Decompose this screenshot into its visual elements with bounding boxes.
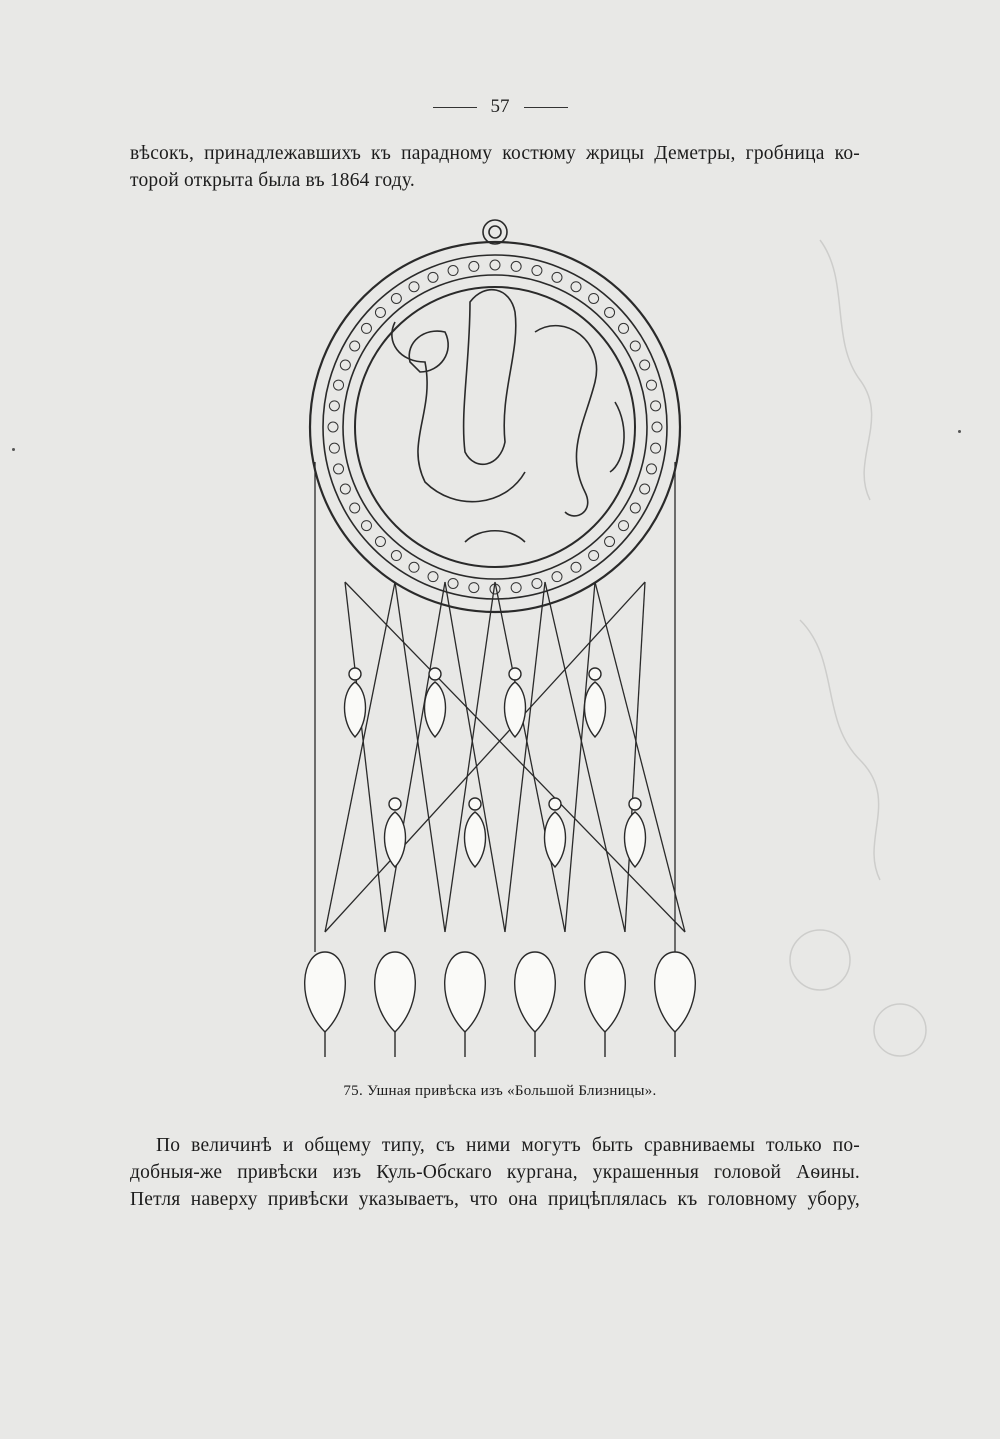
suspension-loop-inner — [489, 226, 501, 238]
ring-ornament — [329, 443, 339, 453]
ring-ornament — [552, 272, 562, 282]
chain-strand — [445, 582, 505, 932]
ring-ornament — [409, 562, 419, 572]
bottom-pendant — [445, 952, 486, 1032]
paragraph-top — [130, 140, 860, 194]
paper-speck — [12, 448, 15, 451]
ring-ornament — [589, 551, 599, 561]
ring-ornament — [334, 380, 344, 390]
ring-ornament — [619, 521, 629, 531]
ring-ornament — [619, 323, 629, 333]
ring-ornament — [571, 282, 581, 292]
rosette — [629, 798, 641, 810]
chain-strand — [325, 582, 645, 932]
ring-ornament — [630, 503, 640, 513]
ring-ornament — [640, 484, 650, 494]
bottom-pendant — [375, 952, 416, 1032]
ring-ornament — [448, 266, 458, 276]
chain-strand — [385, 582, 445, 932]
paragraph-bottom — [130, 1132, 860, 1213]
ring-ornament — [350, 341, 360, 351]
ring-ornament — [511, 261, 521, 271]
ring-ornament — [640, 360, 650, 370]
header-rule-right — [524, 107, 568, 108]
rosette — [349, 668, 361, 680]
medallion-ring-2 — [323, 255, 667, 599]
ring-ornament — [375, 537, 385, 547]
nereid-figure — [464, 290, 516, 465]
ring-ornament — [646, 464, 656, 474]
ring-ornament — [340, 484, 350, 494]
medallion-outer-ring — [310, 242, 680, 612]
ring-ornament — [361, 323, 371, 333]
amphora-pendant — [385, 812, 406, 867]
ring-ornament — [630, 341, 640, 351]
figure-caption: 75. Ушная привѣска изъ «Большой Близницы». — [343, 1083, 657, 1099]
rosette — [389, 798, 401, 810]
paragraph-line: По величинѣ и общему типу, съ ними могутъ быть сравниваемы только по- — [156, 1135, 860, 1156]
ring-ornament — [340, 360, 350, 370]
chain-strand — [625, 582, 645, 932]
chain-strand — [325, 582, 395, 932]
chain-strand — [445, 582, 495, 932]
bottom-pendant — [585, 952, 626, 1032]
hippocamp — [535, 326, 597, 516]
amphora — [409, 331, 448, 372]
ring-ornament — [605, 537, 615, 547]
ring-ornament — [375, 307, 385, 317]
ring-ornament — [646, 380, 656, 390]
ring-ornament — [391, 551, 401, 561]
medallion-inner-ring — [355, 287, 635, 567]
ring-ornament — [391, 293, 401, 303]
ring-ornament — [361, 521, 371, 531]
ring-ornament — [448, 578, 458, 588]
amphora-pendant — [425, 682, 446, 737]
chain-strand — [505, 582, 545, 932]
amphora-pendant — [505, 682, 526, 737]
pendant-drawing — [285, 212, 705, 1072]
chain-strand — [345, 582, 685, 932]
paper-speck — [958, 430, 961, 433]
medallion-ring-3 — [343, 275, 647, 579]
amphora-pendant — [625, 812, 646, 867]
ring-ornament — [490, 260, 500, 270]
ring-ornament — [511, 583, 521, 593]
amphora-pendant — [465, 812, 486, 867]
paragraph-line: торой открыта была въ 1864 году. — [130, 170, 415, 191]
amphora-pendant — [585, 682, 606, 737]
paragraph-line: добныя-же привѣски изъ Куль-Обскаго кургана, украшенныя головой Аѳины. — [130, 1162, 860, 1183]
paragraph-line: Петля наверху привѣски указываетъ, что она прицѣплялась къ головному убору, — [130, 1189, 860, 1210]
bottom-pendant — [515, 952, 556, 1032]
ring-ornament — [350, 503, 360, 513]
header-rule-left — [433, 107, 477, 108]
bottom-pendant — [655, 952, 696, 1032]
chain-strand — [545, 582, 625, 932]
chain-strand — [495, 582, 565, 932]
ring-ornament — [552, 572, 562, 582]
ring-ornament — [469, 583, 479, 593]
bottom-pendant — [305, 952, 346, 1032]
ring-ornament — [428, 272, 438, 282]
dolphin-bottom — [465, 531, 525, 542]
page-header — [0, 96, 1000, 118]
chain-strand — [395, 582, 445, 932]
ring-ornament — [532, 578, 542, 588]
ring-ornament — [571, 562, 581, 572]
ring-ornament — [652, 422, 662, 432]
paragraph-line: вѣсокъ, принадлежавшихъ къ парадному костюму жрицы Деметры, гробница ко- — [130, 143, 860, 164]
dolphin-right — [610, 402, 624, 472]
ring-ornament — [409, 282, 419, 292]
rosette — [549, 798, 561, 810]
rosette — [589, 668, 601, 680]
amphora-pendant — [545, 812, 566, 867]
ring-ornament — [532, 266, 542, 276]
ring-ornament — [589, 293, 599, 303]
chain-strand — [565, 582, 595, 932]
ring-ornament — [469, 261, 479, 271]
pendant-illustration — [285, 212, 705, 1072]
chain-strand — [595, 582, 685, 932]
ring-ornament — [651, 443, 661, 453]
suspension-loop — [483, 220, 507, 244]
bleed-through-illustration — [760, 200, 960, 1100]
ring-ornament — [328, 422, 338, 432]
ring-ornament — [651, 401, 661, 411]
ring-ornament — [428, 572, 438, 582]
chain-strand — [345, 582, 385, 932]
ring-ornament — [605, 307, 615, 317]
page-number: 57 — [490, 96, 510, 117]
ring-ornament — [329, 401, 339, 411]
rosette — [469, 798, 481, 810]
rosette — [509, 668, 521, 680]
rosette — [429, 668, 441, 680]
ring-ornament — [334, 464, 344, 474]
